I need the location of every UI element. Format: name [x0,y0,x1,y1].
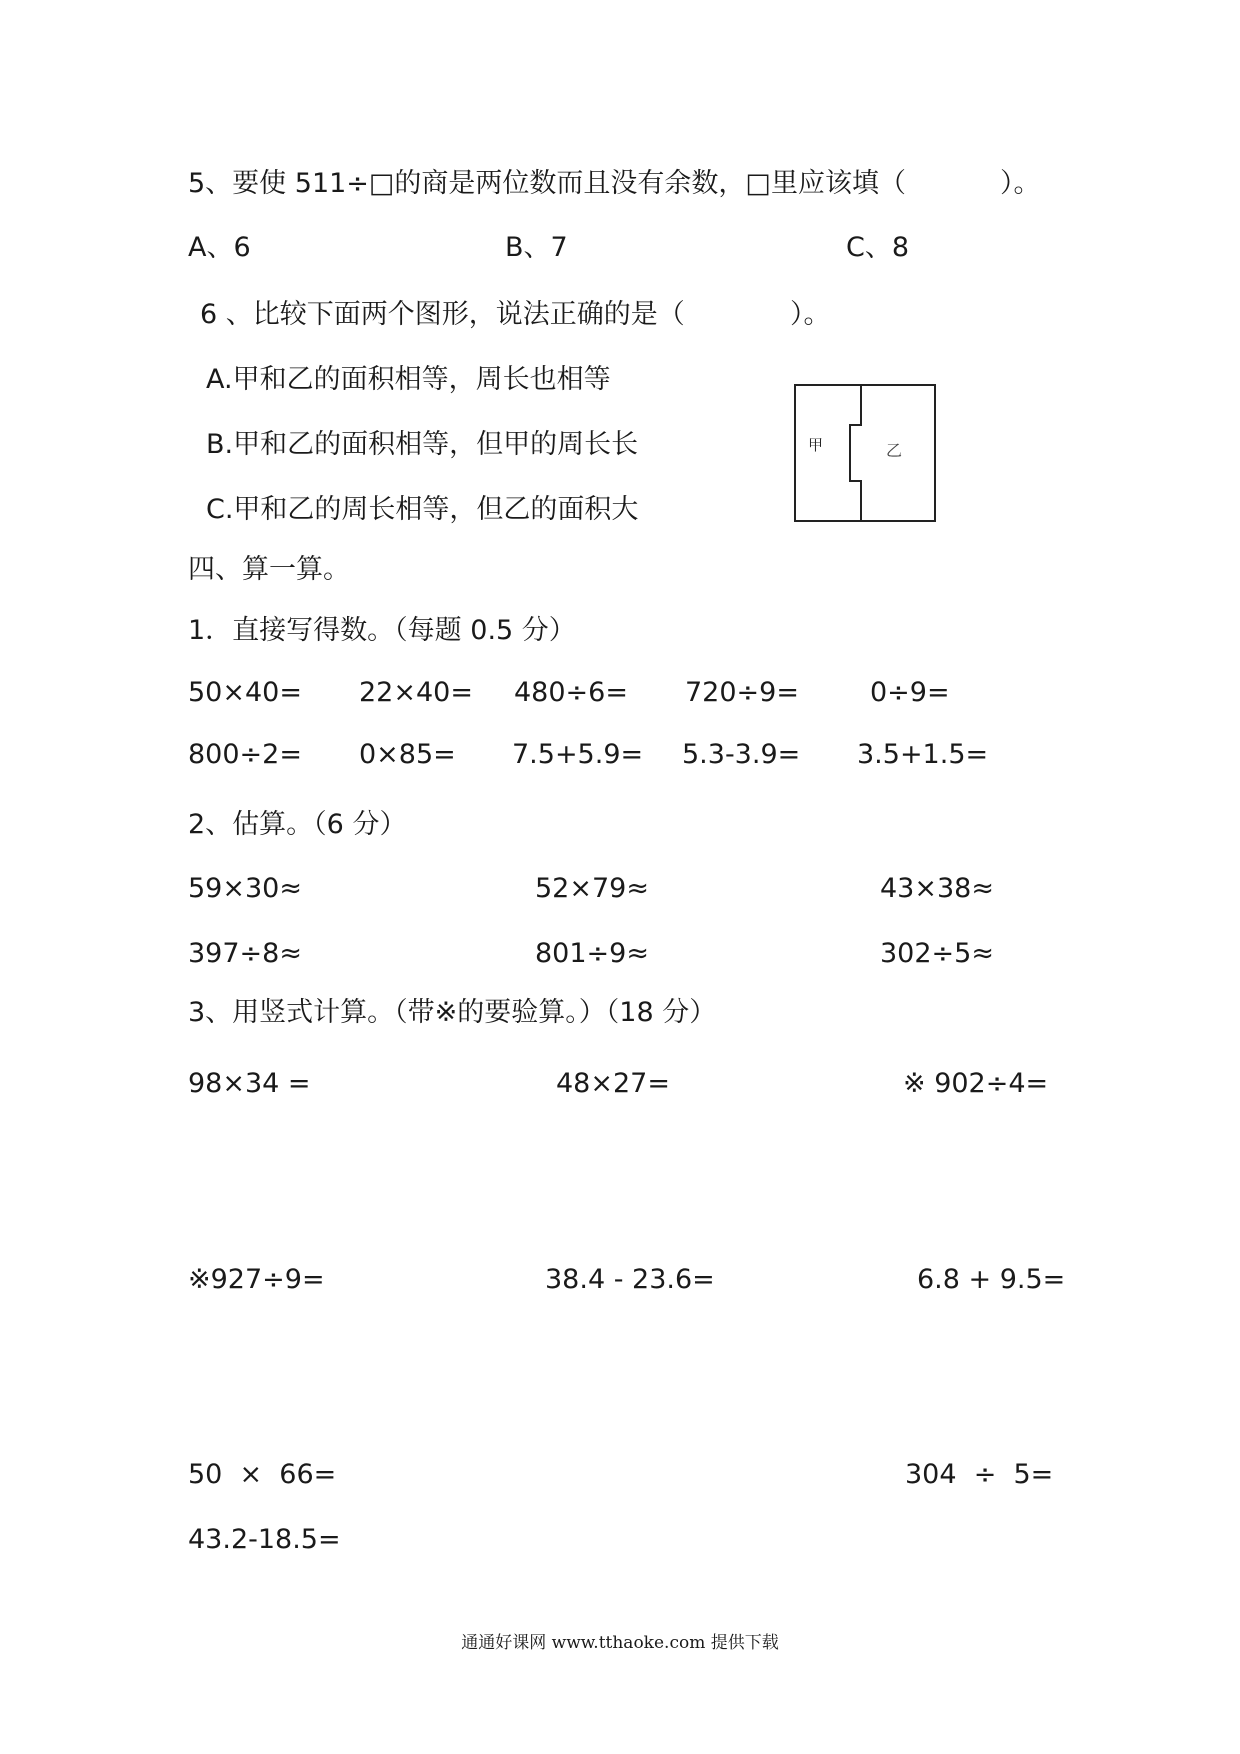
oral-item: 3.5+1.5= [857,739,989,770]
oral-item: 22×40= [359,677,473,708]
oral-item: 0÷9= [870,677,950,708]
q5-stem: 5、要使 511÷□的商是两位数而且没有余数，□里应该填（ [188,168,906,199]
oral-item: 720÷9= [685,677,799,708]
estimate-item: 59×30≈ [188,873,302,904]
oral-item: 7.5+5.9= [512,739,644,770]
part-1-title: 1．直接写得数。（每题 0.5 分） [188,615,576,646]
section-4-heading: 四、算一算。 [188,554,350,585]
part-2-title: 2、估算。（6 分） [188,809,407,840]
vertical-calc-item: 43.2-18.5= [188,1524,341,1555]
q6-stem: 6 、比较下面两个图形，说法正确的是（ [200,299,685,330]
q6-option-b: B.甲和乙的面积相等，但甲的周长长 [206,429,639,460]
q5-option-c: C、8 [846,232,910,263]
estimate-item: 801÷9≈ [535,938,649,969]
q5-close: ）。 [1000,168,1041,199]
q6-close: ）。 [790,299,831,330]
vertical-calc-item: 304 ÷ 5= [905,1459,1054,1490]
footer-source: 通通好课网 www.tthaoke.com 提供下载 [461,1633,779,1653]
oral-item: 480÷6= [514,677,628,708]
estimate-item: 43×38≈ [880,873,994,904]
shape-comparison-figure [794,384,936,522]
vertical-calc-item: 38.4 - 23.6= [545,1264,715,1295]
estimate-item: 397÷8≈ [188,938,302,969]
oral-item: 800÷2= [188,739,302,770]
oral-item: 0×85= [359,739,456,770]
vertical-calc-item: 98×34 = [188,1068,311,1099]
figure-label-yi: 乙 [886,441,903,460]
q5-option-b: B、7 [505,232,568,263]
q5-option-a: A、6 [188,232,251,263]
q6-option-a: A.甲和乙的面积相等，周长也相等 [206,364,611,395]
vertical-calc-item: ※ 902÷4= [903,1068,1049,1099]
vertical-calc-item: ※927÷9= [188,1264,325,1295]
vertical-calc-item: 6.8 + 9.5= [917,1264,1066,1295]
oral-item: 5.3-3.9= [682,739,801,770]
vertical-calc-item: 48×27= [556,1068,670,1099]
q6-option-c: C.甲和乙的周长相等，但乙的面积大 [206,494,639,525]
part-3-title: 3、用竖式计算。（带※的要验算。）（18 分） [188,997,717,1028]
oral-item: 50×40= [188,677,302,708]
vertical-calc-item: 50 × 66= [188,1459,337,1490]
figure-label-jia: 甲 [808,436,824,454]
estimate-item: 52×79≈ [535,873,649,904]
estimate-item: 302÷5≈ [880,938,994,969]
